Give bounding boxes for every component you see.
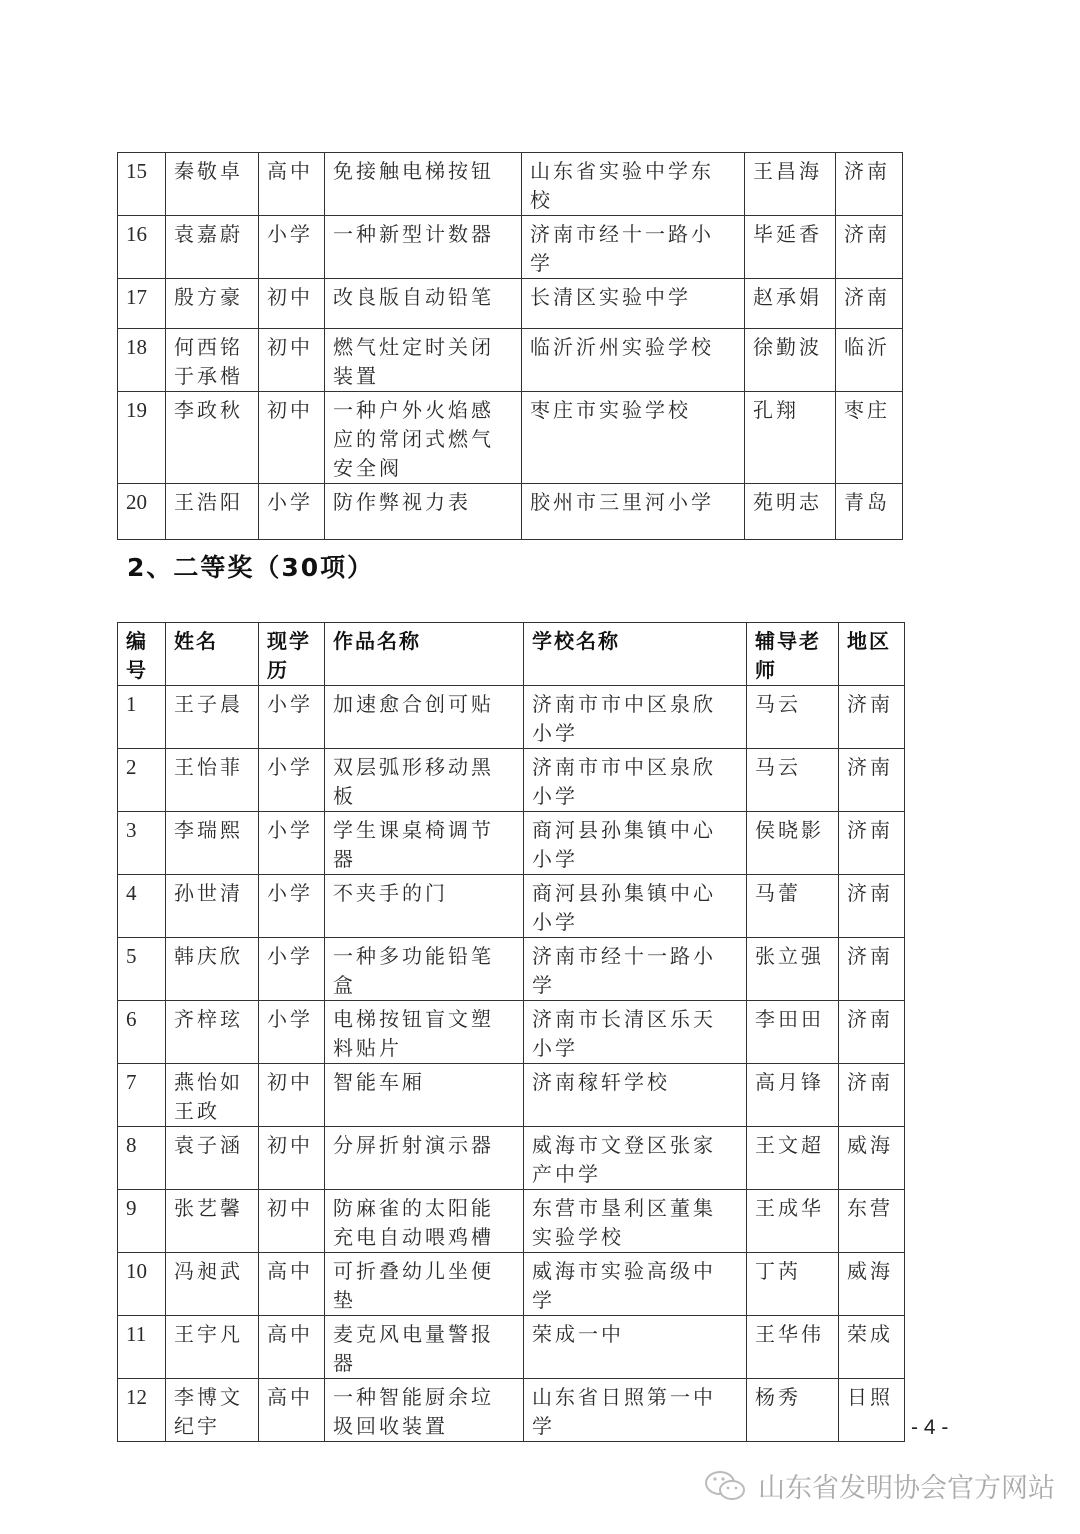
- watermark-text: 山东省发明协会官方网站: [758, 1473, 1055, 1504]
- watermark: [702, 1466, 1055, 1505]
- cell-teacher: 张立强: [747, 938, 839, 1001]
- cell-work: 防作弊视力表: [325, 484, 522, 540]
- cell-level: 高中: [259, 1379, 325, 1442]
- cell-school: 济南市经十一路小学: [524, 938, 747, 1001]
- cell-school: 山东省日照第一中学: [524, 1379, 747, 1442]
- table-row: [118, 875, 905, 938]
- cell-teacher: 毕延香: [745, 216, 836, 279]
- page-number: - 4 -: [911, 1416, 949, 1439]
- cell-level: 初中: [259, 1064, 325, 1127]
- cell-level: 高中: [259, 1316, 325, 1379]
- cell-region: 东营: [839, 1190, 905, 1253]
- cell-level: 小学: [259, 749, 325, 812]
- cell-level: 小学: [259, 875, 325, 938]
- cell-level: 初中: [259, 279, 325, 329]
- cell-name: 袁嘉蔚: [166, 216, 259, 279]
- cell-name: 王宇凡: [166, 1316, 259, 1379]
- section-title-second-prize: 2、二等奖（30项）: [127, 553, 375, 582]
- cell-name: 殷方豪: [166, 279, 259, 329]
- table-row: [118, 279, 903, 329]
- table-row: [118, 812, 905, 875]
- cell-region: 青岛: [836, 484, 903, 540]
- cell-teacher: 苑明志: [745, 484, 836, 540]
- cell-level: 初中: [259, 329, 325, 392]
- cell-teacher: 李田田: [747, 1001, 839, 1064]
- cell-no: 2: [118, 749, 166, 812]
- table-row: [118, 329, 903, 392]
- cell-teacher: 马云: [747, 749, 839, 812]
- cell-no: 1: [118, 686, 166, 749]
- cell-level: 初中: [259, 1127, 325, 1190]
- cell-work: 学生课桌椅调节器: [325, 812, 524, 875]
- cell-name: 孙世清: [166, 875, 259, 938]
- cell-no: 5: [118, 938, 166, 1001]
- cell-school: 山东省实验中学东校: [522, 153, 745, 216]
- cell-school: 长清区实验中学: [522, 279, 745, 329]
- cell-no: 10: [118, 1253, 166, 1316]
- cell-name: 何西铭 于承楷: [166, 329, 259, 392]
- cell-work: 麦克风电量警报器: [325, 1316, 524, 1379]
- wechat-icon: [702, 1468, 750, 1504]
- cell-school: 济南市长清区乐天小学: [524, 1001, 747, 1064]
- cell-level: 初中: [259, 1190, 325, 1253]
- header-teacher: 辅导老师: [747, 623, 839, 686]
- cell-no: 6: [118, 1001, 166, 1064]
- cell-school: 枣庄市实验学校: [522, 392, 745, 484]
- cell-school: 胶州市三里河小学: [522, 484, 745, 540]
- cell-name: 张艺馨: [166, 1190, 259, 1253]
- header-school: 学校名称: [524, 623, 747, 686]
- cell-level: 小学: [259, 812, 325, 875]
- table-row: [118, 1379, 905, 1442]
- cell-school: 威海市文登区张家产中学: [524, 1127, 747, 1190]
- table-row: [118, 1064, 905, 1127]
- cell-work: 分屏折射演示器: [325, 1127, 524, 1190]
- cell-name: 韩庆欣: [166, 938, 259, 1001]
- cell-no: 18: [118, 329, 166, 392]
- cell-name: 李政秋: [166, 392, 259, 484]
- cell-no: 16: [118, 216, 166, 279]
- table-row: [118, 484, 903, 540]
- cell-no: 4: [118, 875, 166, 938]
- cell-work: 不夹手的门: [325, 875, 524, 938]
- table-row: [118, 1001, 905, 1064]
- cell-work: 双层弧形移动黑板: [325, 749, 524, 812]
- cell-region: 威海: [839, 1253, 905, 1316]
- table-row: [118, 1316, 905, 1379]
- cell-region: 临沂: [836, 329, 903, 392]
- cell-region: 济南: [839, 938, 905, 1001]
- cell-school: 商河县孙集镇中心小学: [524, 812, 747, 875]
- header-region: 地区: [839, 623, 905, 686]
- cell-name: 王浩阳: [166, 484, 259, 540]
- cell-school: 济南市经十一路小学: [522, 216, 745, 279]
- table-row: [118, 392, 903, 484]
- table-row: [118, 1253, 905, 1316]
- cell-region: 济南: [836, 216, 903, 279]
- cell-work: 一种新型计数器: [325, 216, 522, 279]
- table-row: [118, 686, 905, 749]
- cell-name: 李瑞熙: [166, 812, 259, 875]
- cell-name: 袁子涵: [166, 1127, 259, 1190]
- cell-no: 3: [118, 812, 166, 875]
- cell-no: 17: [118, 279, 166, 329]
- cell-work: 智能车厢: [325, 1064, 524, 1127]
- cell-region: 枣庄: [836, 392, 903, 484]
- cell-no: 15: [118, 153, 166, 216]
- cell-teacher: 徐勤波: [745, 329, 836, 392]
- header-no: 编号: [118, 623, 166, 686]
- cell-region: 济南: [836, 153, 903, 216]
- cell-level: 初中: [259, 392, 325, 484]
- cell-level: 小学: [259, 484, 325, 540]
- cell-school: 东营市垦利区董集实验学校: [524, 1190, 747, 1253]
- second-prize-table: [117, 622, 905, 1442]
- table-row: [118, 938, 905, 1001]
- cell-teacher: 高月锋: [747, 1064, 839, 1127]
- cell-teacher: 孔翔: [745, 392, 836, 484]
- table-row: [118, 1127, 905, 1190]
- cell-work: 免接触电梯按钮: [325, 153, 522, 216]
- cell-level: 小学: [259, 1001, 325, 1064]
- cell-work: 可折叠幼儿坐便垫: [325, 1253, 524, 1316]
- cell-teacher: 杨秀: [747, 1379, 839, 1442]
- cell-no: 9: [118, 1190, 166, 1253]
- cell-teacher: 赵承娟: [745, 279, 836, 329]
- cell-work: 一种多功能铅笔盒: [325, 938, 524, 1001]
- cell-region: 荣成: [839, 1316, 905, 1379]
- cell-no: 11: [118, 1316, 166, 1379]
- cell-work: 一种智能厨余垃圾回收装置: [325, 1379, 524, 1442]
- cell-name: 王子晨: [166, 686, 259, 749]
- header-level: 现学历: [259, 623, 325, 686]
- cell-teacher: 王昌海: [745, 153, 836, 216]
- cell-school: 济南市市中区泉欣小学: [524, 749, 747, 812]
- cell-work: 一种户外火焰感应的常闭式燃气安全阀: [325, 392, 522, 484]
- table-header-row: [118, 623, 905, 686]
- cell-name: 李博文 纪宇: [166, 1379, 259, 1442]
- cell-name: 冯昶武: [166, 1253, 259, 1316]
- table-row: [118, 216, 903, 279]
- first-prize-table-continued: [117, 152, 903, 540]
- cell-no: 20: [118, 484, 166, 540]
- cell-work: 加速愈合创可贴: [325, 686, 524, 749]
- header-name: 姓名: [166, 623, 259, 686]
- cell-school: 荣成一中: [524, 1316, 747, 1379]
- cell-name: 齐梓玹: [166, 1001, 259, 1064]
- cell-work: 改良版自动铅笔: [325, 279, 522, 329]
- cell-work: 电梯按钮盲文塑料贴片: [325, 1001, 524, 1064]
- cell-no: 12: [118, 1379, 166, 1442]
- cell-teacher: 马蕾: [747, 875, 839, 938]
- cell-no: 19: [118, 392, 166, 484]
- cell-level: 小学: [259, 686, 325, 749]
- cell-region: 济南: [839, 749, 905, 812]
- cell-level: 小学: [259, 216, 325, 279]
- header-work: 作品名称: [325, 623, 524, 686]
- cell-school: 威海市实验高级中学: [524, 1253, 747, 1316]
- cell-region: 日照: [839, 1379, 905, 1442]
- cell-level: 高中: [259, 1253, 325, 1316]
- cell-work: 防麻雀的太阳能充电自动喂鸡槽: [325, 1190, 524, 1253]
- table-row: [118, 153, 903, 216]
- cell-region: 济南: [839, 1064, 905, 1127]
- cell-school: 济南市市中区泉欣小学: [524, 686, 747, 749]
- cell-region: 济南: [839, 812, 905, 875]
- cell-teacher: 侯晓影: [747, 812, 839, 875]
- cell-teacher: 王华伟: [747, 1316, 839, 1379]
- cell-no: 8: [118, 1127, 166, 1190]
- cell-region: 济南: [839, 1001, 905, 1064]
- cell-region: 威海: [839, 1127, 905, 1190]
- cell-name: 王怡菲: [166, 749, 259, 812]
- cell-level: 高中: [259, 153, 325, 216]
- cell-teacher: 王文超: [747, 1127, 839, 1190]
- cell-no: 7: [118, 1064, 166, 1127]
- cell-school: 济南稼轩学校: [524, 1064, 747, 1127]
- table-row: [118, 749, 905, 812]
- cell-region: 济南: [839, 875, 905, 938]
- cell-name: 燕怡如 王政: [166, 1064, 259, 1127]
- cell-teacher: 马云: [747, 686, 839, 749]
- cell-name: 秦敬卓: [166, 153, 259, 216]
- cell-work: 燃气灶定时关闭装置: [325, 329, 522, 392]
- cell-region: 济南: [839, 686, 905, 749]
- table-row: [118, 1190, 905, 1253]
- cell-teacher: 丁芮: [747, 1253, 839, 1316]
- cell-teacher: 王成华: [747, 1190, 839, 1253]
- cell-region: 济南: [836, 279, 903, 329]
- cell-school: 商河县孙集镇中心小学: [524, 875, 747, 938]
- cell-level: 小学: [259, 938, 325, 1001]
- cell-school: 临沂沂州实验学校: [522, 329, 745, 392]
